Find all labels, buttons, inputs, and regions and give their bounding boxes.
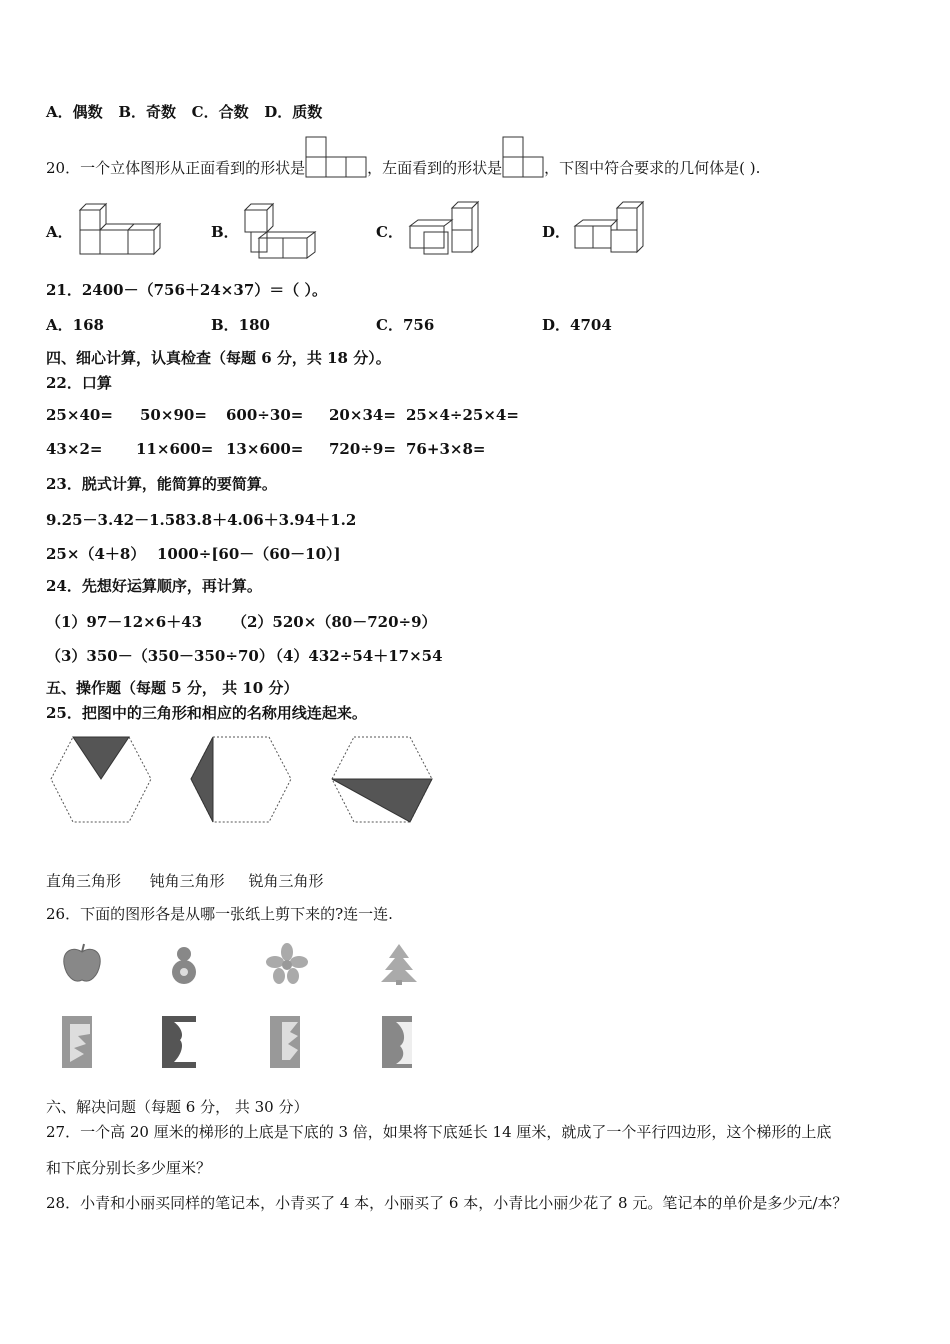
q20-label-b: B． (211, 223, 239, 241)
q25-name-acute: 锐角三角形 (248, 872, 324, 890)
q19-option-a: A．偶数 (46, 103, 103, 121)
paper-sheet-2-icon (160, 1014, 200, 1070)
q25-name-right: 直角三角形 (46, 872, 122, 890)
flower-shape-icon (265, 942, 309, 986)
q24-item: （2）520×（80－720÷9） (232, 613, 437, 631)
q20-stem (46, 148, 760, 190)
q24-item: （4）432÷54＋17×54 (268, 647, 443, 665)
paper-sheet-4-icon (380, 1014, 420, 1070)
section-6-heading: 六、解决问题（每题 6 分， 共 30 分） (46, 1098, 309, 1116)
q25-title: 25．把图中的三角形和相应的名称用线连起来。 (46, 704, 367, 722)
q21-option-a: A．168 (46, 316, 104, 334)
q22-item: 720÷9= (329, 440, 396, 458)
q20-label-a: A． (46, 223, 73, 241)
q23-title: 23．脱式计算，能简算的要简算。 (46, 475, 277, 493)
q28-stem: 28．小青和小丽买同样的笔记本，小青买了 4 本，小丽买了 6 本，小青比小丽少花了 8 元。笔记本的单价是多少元/本？ (46, 1194, 848, 1212)
q23-item: 25×（4＋8） (46, 545, 146, 563)
q27-line1: 27．一个高 20 厘米的梯形的上底是下底的 3 倍，如果将下底延长 14 厘米，就成了一个平行四边形，这个梯形的上底 (46, 1123, 832, 1141)
left-view-icon (502, 148, 544, 190)
hexagon-obtuse-triangle-figure (186, 732, 296, 827)
q27-line2: 和下底分别长多少厘米？ (46, 1159, 212, 1177)
q21-option-b: B．180 (211, 316, 270, 334)
q19-options (46, 102, 322, 122)
q20-suffix: ，下图中符合要求的几何体是( ). (544, 159, 761, 177)
q22-item: 43×2= (46, 440, 103, 458)
q25-names (46, 871, 324, 891)
hexagon-right-triangle-figure (46, 732, 156, 827)
front-view-icon (305, 148, 367, 190)
q20-figure-b (245, 204, 325, 264)
q20-prefix: 20．一个立体图形从正面看到的形状是 (46, 159, 306, 177)
q26-title: 26．下面的图形各是从哪一张纸上剪下来的?连一连. (46, 905, 393, 923)
q23-item: 3.8＋4.06＋3.94＋1.2 (186, 511, 357, 529)
q22-item: 25×4÷25×4= (406, 406, 519, 424)
tree-shape-icon (377, 942, 421, 986)
q25-name-obtuse: 钝角三角形 (149, 872, 225, 890)
q19-option-c: C．合数 (191, 103, 249, 121)
q19-option-b: B．奇数 (118, 103, 176, 121)
q24-item: （1）97－12×6＋43 (46, 613, 203, 631)
q23-item: 1000÷[60－（60－10）] (157, 545, 341, 563)
hexagon-acute-triangle-figure (327, 732, 437, 827)
q22-item: 11×600= (136, 440, 214, 458)
q20-figure-c (410, 202, 490, 262)
section-4-heading: 四、细心计算，认真检查（每题 6 分，共 18 分）。 (46, 349, 391, 367)
q21-stem: 21．2400－（756＋24×37）＝（ ）。 (46, 281, 327, 299)
q23-item: 9.25－3.42－1.58 (46, 511, 186, 529)
q22-item: 13×600= (226, 440, 304, 458)
q22-item: 76+3×8= (406, 440, 486, 458)
q20-label-c: C． (376, 223, 403, 241)
paper-sheet-1-icon (60, 1014, 100, 1070)
q20-middle: ，左面看到的形状是 (367, 159, 503, 177)
apple-shape-icon (60, 942, 104, 986)
q20-figure-d (575, 202, 655, 262)
q24-title: 24．先想好运算顺序，再计算。 (46, 577, 262, 595)
q22-item: 600÷30= (226, 406, 304, 424)
q20-label-d: D． (542, 223, 571, 241)
q22-title: 22．口算 (46, 374, 112, 392)
q22-item: 20×34= (329, 406, 396, 424)
paper-sheet-3-icon (268, 1014, 308, 1070)
gourd-shape-icon (162, 942, 206, 986)
q19-option-d: D．质数 (264, 103, 323, 121)
q21-option-c: C．756 (376, 316, 435, 334)
q24-item: （3）350－（350－350÷70） (46, 647, 274, 665)
q20-figure-a (80, 210, 160, 260)
section-5-heading: 五、操作题（每题 5 分， 共 10 分） (46, 679, 299, 697)
q22-item: 50×90= (140, 406, 207, 424)
q21-option-d: D．4704 (542, 316, 612, 334)
q22-item: 25×40= (46, 406, 113, 424)
